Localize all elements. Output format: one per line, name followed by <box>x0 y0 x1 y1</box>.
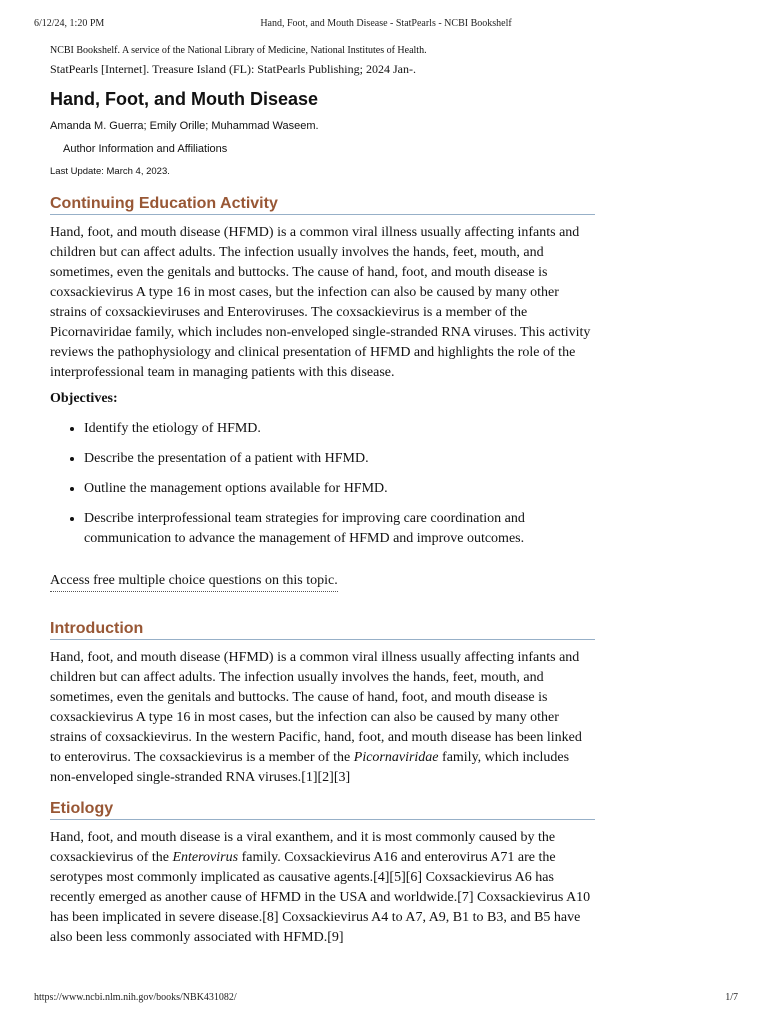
reference-link[interactable]: [7] <box>457 890 474 905</box>
section-etiology <box>50 800 595 948</box>
objective-item: • Identify the etiology of HFMD. <box>84 419 595 439</box>
objective-item: • Outline the management options available for HFMD. <box>84 479 595 499</box>
reference-link[interactable]: [9] <box>327 930 344 945</box>
intro-text-2: family, which includes non-enveloped single-stranded RNA viruses. <box>50 750 570 785</box>
etiology-italic-term: Enterovirus <box>172 850 239 865</box>
print-datetime: 6/12/24, 1:20 PM <box>34 18 105 29</box>
bookshelf-notice: NCBI Bookshelf. A service of the National Library of Medicine, National Institutes of Health. <box>50 45 427 56</box>
etiology-text-2: family. Coxsackievirus A16 and enterovirus A71 are the serotypes most commonly implicated as causative agents. <box>50 850 556 885</box>
cea-paragraph: Hand, foot, and mouth disease (HFMD) is a common viral illness usually affecting infants and children but can affect adults. The infection usually involves the hands, feet, mouth, and sometimes, even the genitals and buttocks. The cause of hand, foot, and mouth disease is coxsackievirus A type 16 in most cases, but the infection can also be caused by many other strains of coxsackieviruses and Enteroviruses. The coxsackievirus is a member of the Picornaviridae family, which includes non-enveloped single-stranded RNA viruses. This activity reviews the pathophysiology and clinical presentation of HFMD and highlights the role of the interprofessional team in managing patients with this disease. <box>50 225 591 380</box>
section-introduction <box>50 620 595 788</box>
etiology-text-5: Coxsackievirus A4 to A7, A9, B1 to B3, and B5 have also been less commonly associated with HFMD. <box>50 910 581 945</box>
authors: Amanda M. Guerra; Emily Orille; Muhammad Waseem. <box>50 120 319 132</box>
section-heading-cea: Continuing Education Activity <box>50 195 595 215</box>
print-page-title: Hand, Foot, and Mouth Disease - StatPearls - NCBI Bookshelf <box>260 18 512 29</box>
objectives-heading: Objectives: <box>50 391 118 406</box>
objectives-list <box>50 419 595 549</box>
etiology-text-3: Coxsackievirus A6 has recently emerged as another cause of HFMD in the USA and worldwide. <box>50 870 554 905</box>
section-continuing-education <box>50 195 595 608</box>
reference-link[interactable]: [4][5][6] <box>373 870 423 885</box>
section-heading-etiology: Etiology <box>50 800 595 820</box>
access-questions-link[interactable]: Access free multiple choice questions on this topic. <box>50 571 338 592</box>
objective-item: • Describe interprofessional team strategies for improving care coordination and communication to advance the management of HFMD and improve outcomes. <box>84 509 595 549</box>
objective-item: • Describe the presentation of a patient with HFMD. <box>84 449 595 469</box>
etiology-text-1: Hand, foot, and mouth disease is a viral exanthem, and it is most commonly caused by the coxsackievirus of the <box>50 830 556 865</box>
introduction-paragraph <box>50 648 595 788</box>
citation: StatPearls [Internet]. Treasure Island (FL): StatPearls Publishing; 2024 Jan-. <box>50 62 416 76</box>
print-header <box>34 18 738 32</box>
intro-italic-term: Picornaviridae <box>353 750 439 765</box>
etiology-paragraph <box>50 828 595 948</box>
etiology-text-4: Coxsackievirus A10 has been implicated in severe disease. <box>50 890 591 925</box>
page-number: 1/7 <box>725 992 738 1003</box>
page-url: https://www.ncbi.nlm.nih.gov/books/NBK431082/ <box>34 992 237 1003</box>
page-title: Hand, Foot, and Mouth Disease <box>50 89 319 109</box>
reference-link[interactable]: [1][2][3] <box>301 770 351 785</box>
last-update: Last Update: March 4, 2023. <box>50 166 170 177</box>
print-footer <box>34 992 738 1006</box>
author-info-toggle[interactable]: Author Information and Affiliations <box>63 143 228 155</box>
article-content <box>50 40 595 960</box>
section-heading-introduction: Introduction <box>50 620 595 640</box>
reference-link[interactable]: [8] <box>262 910 279 925</box>
intro-text-1: Hand, foot, and mouth disease (HFMD) is a common viral illness usually affecting infants and children but can affect adults. The infection usually involves the hands, feet, mouth, and sometimes, even the genitals and buttocks. The cause of hand, foot, and mouth disease is coxsackievirus A type 16 in most cases, but the infection can also be caused by many other strains of coxsackievirus. In the western Pacific, hand, foot, and mouth disease has been linked to enterovirus. The coxsackievirus is a member of the <box>50 650 582 765</box>
